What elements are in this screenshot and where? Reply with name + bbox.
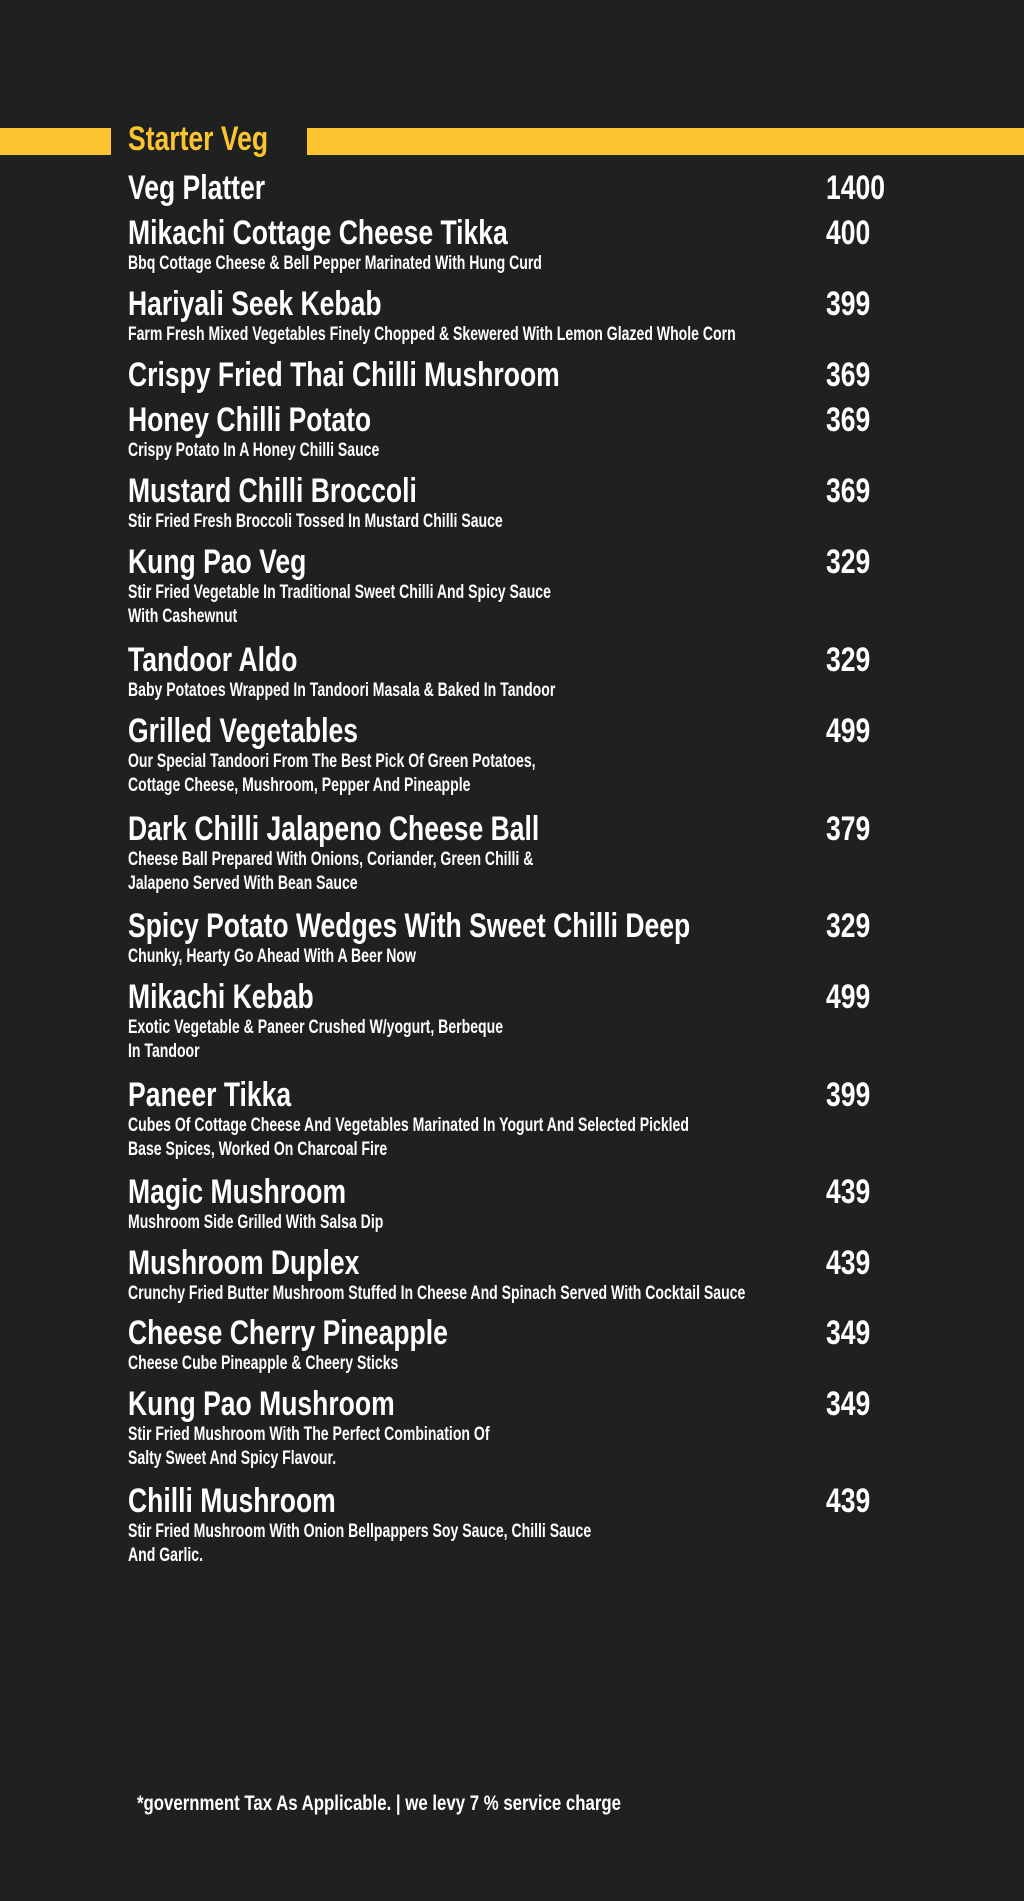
menu-item-description-line2: In Tandoor	[128, 1041, 200, 1062]
section-title: Starter Veg	[128, 120, 269, 158]
menu-item-price: 369	[826, 356, 871, 394]
header-accent-bar-right	[307, 128, 1024, 155]
menu-item-name: Chilli Mushroom	[128, 1482, 336, 1520]
menu-item-name: Crispy Fried Thai Chilli Mushroom	[128, 356, 560, 394]
menu-item-description: Bbq Cottage Cheese & Bell Pepper Marinated With Hung Curd	[128, 253, 542, 274]
menu-item-price: 499	[826, 978, 871, 1016]
menu-item-description: Stir Fried Vegetable In Traditional Sweet Chilli And Spicy Sauce	[128, 582, 551, 603]
menu-item-description: Chunky, Hearty Go Ahead With A Beer Now	[128, 946, 416, 967]
menu-item-description: Crispy Potato In A Honey Chilli Sauce	[128, 440, 380, 461]
menu-item-description: Cheese Cube Pineapple & Cheery Sticks	[128, 1353, 399, 1374]
menu-item-name: Kung Pao Veg	[128, 543, 307, 581]
menu-item-price: 399	[826, 1076, 871, 1114]
menu-item-description: Farm Fresh Mixed Vegetables Finely Chopped & Skewered With Lemon Glazed Whole Corn	[128, 324, 736, 345]
menu-item-description: Cheese Ball Prepared With Onions, Coriander, Green Chilli &	[128, 849, 534, 870]
menu-item-description-line2: Base Spices, Worked On Charcoal Fire	[128, 1139, 388, 1160]
menu-item-description: Stir Fried Mushroom With The Perfect Combination Of	[128, 1424, 490, 1445]
menu-item-price: 439	[826, 1244, 871, 1282]
menu-item-description-line2: Salty Sweet And Spicy Flavour.	[128, 1448, 337, 1469]
menu-item-price: 329	[826, 907, 871, 945]
menu-item-name: Tandoor Aldo	[128, 641, 298, 679]
menu-item-price: 439	[826, 1173, 871, 1211]
menu-item-name: Mushroom Duplex	[128, 1244, 360, 1282]
menu-item-price: 400	[826, 214, 871, 252]
menu-item-price: 329	[826, 543, 871, 581]
menu-item	[128, 213, 928, 277]
menu-item	[128, 711, 928, 799]
menu-item	[128, 400, 928, 464]
menu-item-description: Stir Fried Mushroom With Onion Bellpappers Soy Sauce, Chilli Sauce	[128, 1521, 592, 1542]
menu-item-name: Dark Chilli Jalapeno Cheese Ball	[128, 810, 540, 848]
menu-item-name: Spicy Potato Wedges With Sweet Chilli Deep	[128, 907, 691, 945]
menu-item-name: Cheese Cherry Pineapple	[128, 1314, 448, 1352]
menu-item-name: Paneer Tikka	[128, 1076, 292, 1114]
menu-item-price: 399	[826, 285, 871, 323]
menu-item-name: Mikachi Kebab	[128, 978, 314, 1016]
menu-item-description: Cubes Of Cottage Cheese And Vegetables Marinated In Yogurt And Selected Pickled	[128, 1115, 689, 1136]
menu-item-price: 349	[826, 1385, 871, 1423]
menu-item	[128, 1172, 928, 1236]
footer-tax-note: *government Tax As Applicable. | we levy 7 % service charge	[137, 1792, 622, 1815]
menu-item-name: Mustard Chilli Broccoli	[128, 472, 417, 510]
header-accent-bar-left	[0, 128, 111, 155]
menu-item-name: Mikachi Cottage Cheese Tikka	[128, 214, 508, 252]
menu-item-description: Mushroom Side Grilled With Salsa Dip	[128, 1212, 384, 1233]
menu-item-name: Hariyali Seek Kebab	[128, 285, 382, 323]
menu-item	[128, 1481, 928, 1569]
menu-item-name: Grilled Vegetables	[128, 712, 358, 750]
menu-item-price: 1400	[826, 169, 885, 207]
menu-item	[128, 542, 928, 630]
menu-item-name: Magic Mushroom	[128, 1173, 347, 1211]
menu-item-price: 349	[826, 1314, 871, 1352]
menu-item-name: Veg Platter	[128, 169, 266, 207]
menu-item-price: 369	[826, 401, 871, 439]
menu-item-description-line2: Jalapeno Served With Bean Sauce	[128, 873, 358, 894]
menu-item	[128, 168, 928, 208]
menu-item	[128, 640, 928, 704]
menu-item-price: 329	[826, 641, 871, 679]
menu-item	[128, 284, 928, 348]
menu-item-price: 369	[826, 472, 871, 510]
menu-item	[128, 1313, 928, 1377]
menu-item	[128, 977, 928, 1065]
menu-item-description-line2: Cottage Cheese, Mushroom, Pepper And Pineapple	[128, 775, 471, 796]
menu-item	[128, 471, 928, 535]
menu-item	[128, 355, 928, 395]
menu-item-description: Baby Potatoes Wrapped In Tandoori Masala & Baked In Tandoor	[128, 680, 556, 701]
menu-item	[128, 1384, 928, 1472]
menu-item	[128, 809, 928, 897]
menu-item-description: Exotic Vegetable & Paneer Crushed W/yogurt, Berbeque	[128, 1017, 504, 1038]
menu-item-description-line2: With Cashewnut	[128, 606, 238, 627]
menu-item-name: Honey Chilli Potato	[128, 401, 372, 439]
menu-item	[128, 1243, 928, 1307]
menu-item-name: Kung Pao Mushroom	[128, 1385, 395, 1423]
menu-item-description-line2: And Garlic.	[128, 1545, 204, 1566]
menu-item-description: Our Special Tandoori From The Best Pick Of Green Potatoes,	[128, 751, 536, 772]
menu-item-price: 439	[826, 1482, 871, 1520]
menu-item-price: 379	[826, 810, 871, 848]
menu-item-description: Stir Fried Fresh Broccoli Tossed In Mustard Chilli Sauce	[128, 511, 503, 532]
menu-item-price: 499	[826, 712, 871, 750]
menu-item	[128, 906, 928, 970]
menu-item	[128, 1075, 928, 1163]
menu-item-description: Crunchy Fried Butter Mushroom Stuffed In Cheese And Spinach Served With Cocktail Sauce	[128, 1283, 746, 1304]
